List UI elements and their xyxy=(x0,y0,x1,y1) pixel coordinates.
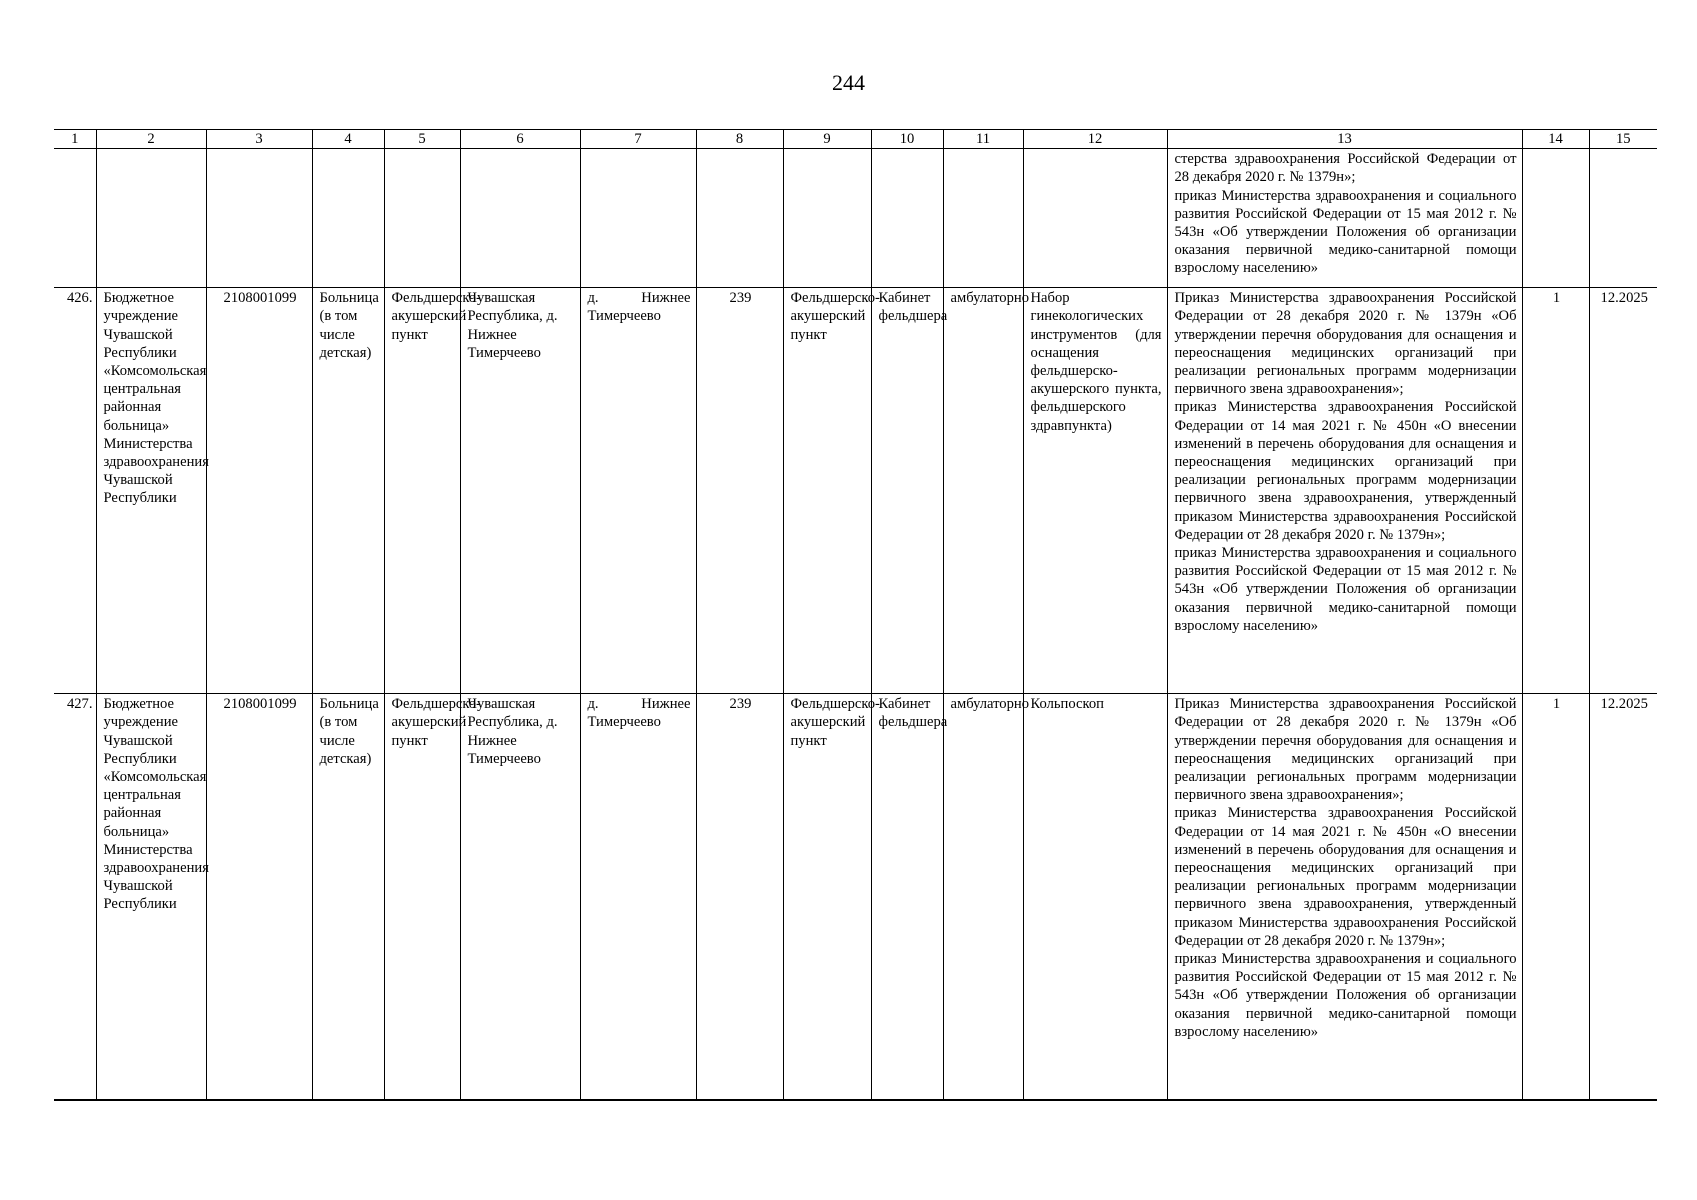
address xyxy=(460,149,580,288)
header-cell: 1 xyxy=(54,130,96,149)
header-cell: 9 xyxy=(783,130,871,149)
equipment: Кольпоскоп xyxy=(1023,694,1167,1100)
equipment: Набор гинекологических инструментов (для оснащения фельдшерско-акушерского пункта, фельдшерского здравпункта) xyxy=(1023,288,1167,694)
code: 239 xyxy=(696,694,783,1100)
organization-name: Бюджетное учреждение Чувашской Республики «Комсомольская центральная районная больница» Министерства здравоохранения Чувашской Республики xyxy=(96,288,206,694)
quantity: 1 xyxy=(1522,694,1589,1100)
table-row-continuation xyxy=(54,149,1657,288)
room: Кабинет фельдшера xyxy=(871,288,943,694)
inn: 2108001099 xyxy=(206,694,312,1100)
organization-name: Бюджетное учреждение Чувашской Республики «Комсомольская центральная районная больница» Министерства здравоохранения Чувашской Республики xyxy=(96,694,206,1100)
care-condition: амбулаторно xyxy=(943,288,1023,694)
room xyxy=(871,149,943,288)
deadline xyxy=(1589,149,1657,288)
room: Кабинет фельдшера xyxy=(871,694,943,1100)
deadline: 12.2025 xyxy=(1589,288,1657,694)
locality xyxy=(580,149,696,288)
organization-type: Больница (в том числе детская) xyxy=(312,288,384,694)
header-cell: 4 xyxy=(312,130,384,149)
inn: 2108001099 xyxy=(206,288,312,694)
row-number: 426. xyxy=(54,288,96,694)
quantity: 1 xyxy=(1522,288,1589,694)
header-cell: 11 xyxy=(943,130,1023,149)
header-cell: 10 xyxy=(871,130,943,149)
locality: д. Нижнее Тимерчеево xyxy=(580,694,696,1100)
header-cell: 6 xyxy=(460,130,580,149)
address: Чувашская Республика, д. Нижнее Тимерчеево xyxy=(460,288,580,694)
table-row xyxy=(54,288,1657,694)
header-cell: 8 xyxy=(696,130,783,149)
locality: д. Нижнее Тимерчеево xyxy=(580,288,696,694)
row-number xyxy=(54,149,96,288)
header-cell: 13 xyxy=(1167,130,1522,149)
address: Чувашская Республика, д. Нижнее Тимерчеево xyxy=(460,694,580,1100)
organization-type xyxy=(312,149,384,288)
row-number: 427. xyxy=(54,694,96,1100)
organization-type: Больница (в том числе детская) xyxy=(312,694,384,1100)
header-cell: 5 xyxy=(384,130,460,149)
header-cell: 14 xyxy=(1522,130,1589,149)
organization-name xyxy=(96,149,206,288)
unit-type: Фельдшерско-акушерский пункт xyxy=(384,694,460,1100)
page-number: 244 xyxy=(832,70,865,95)
header-cell: 3 xyxy=(206,130,312,149)
subdivision xyxy=(783,149,871,288)
inn xyxy=(206,149,312,288)
register-table xyxy=(54,129,1657,1101)
equipment xyxy=(1023,149,1167,288)
header-cell: 15 xyxy=(1589,130,1657,149)
header-cell: 2 xyxy=(96,130,206,149)
table-row xyxy=(54,694,1657,1100)
legal-basis: Приказ Министерства здравоохранения Российской Федерации от 28 декабря 2020 г. № 1379н «Об утверждении перечня оборудования для оснащения и переоснащения медицинских организаций при реализации региональных программ модернизации первичного звена здравоохранения»; приказ Министерства здравоохранения Российской Федерации от 14 мая 2021 г. № 450н «О внесении изменений в перечень оборудования для оснащения и переоснащения медицинских организаций при реализации региональных программ модернизации первичного звена здравоохранения, утвержденный приказом Министерства здравоохранения Российской Федерации от 28 декабря 2020 г. № 1379н»; приказ Министерства здравоохранения и социального развития Российской Федерации от 15 мая 2012 г. № 543н «Об утверждении Положения об организации оказания первичной медико-санитарной помощи взрослому населению» xyxy=(1167,288,1522,694)
subdivision: Фельдшерско-акушерский пункт xyxy=(783,288,871,694)
deadline: 12.2025 xyxy=(1589,694,1657,1100)
header-cell: 7 xyxy=(580,130,696,149)
code: 239 xyxy=(696,288,783,694)
header-row xyxy=(54,130,1657,149)
header-cell: 12 xyxy=(1023,130,1167,149)
care-condition xyxy=(943,149,1023,288)
unit-type xyxy=(384,149,460,288)
code xyxy=(696,149,783,288)
legal-basis: Приказ Министерства здравоохранения Российской Федерации от 28 декабря 2020 г. № 1379н «Об утверждении перечня оборудования для оснащения и переоснащения медицинских организаций при реализации региональных программ модернизации первичного звена здравоохранения»; приказ Министерства здравоохранения Российской Федерации от 14 мая 2021 г. № 450н «О внесении изменений в перечень оборудования для оснащения и переоснащения медицинских организаций при реализации региональных программ модернизации первичного звена здравоохранения, утвержденный приказом Министерства здравоохранения Российской Федерации от 28 декабря 2020 г. № 1379н»; приказ Министерства здравоохранения и социального развития Российской Федерации от 15 мая 2012 г. № 543н «Об утверждении Положения об организации оказания первичной медико-санитарной помощи взрослому населению» xyxy=(1167,694,1522,1100)
quantity xyxy=(1522,149,1589,288)
subdivision: Фельдшерско-акушерский пункт xyxy=(783,694,871,1100)
care-condition: амбулаторно xyxy=(943,694,1023,1100)
legal-basis: стерства здравоохранения Российской Федерации от 28 декабря 2020 г. № 1379н»; приказ Министерства здравоохранения и социального развития Российской Федерации от 15 мая 2012 г. № 543н «Об утверждении Положения об организации оказания первичной медико-санитарной помощи взрослому населению» xyxy=(1167,149,1522,288)
unit-type: Фельдшерско-акушерский пункт xyxy=(384,288,460,694)
